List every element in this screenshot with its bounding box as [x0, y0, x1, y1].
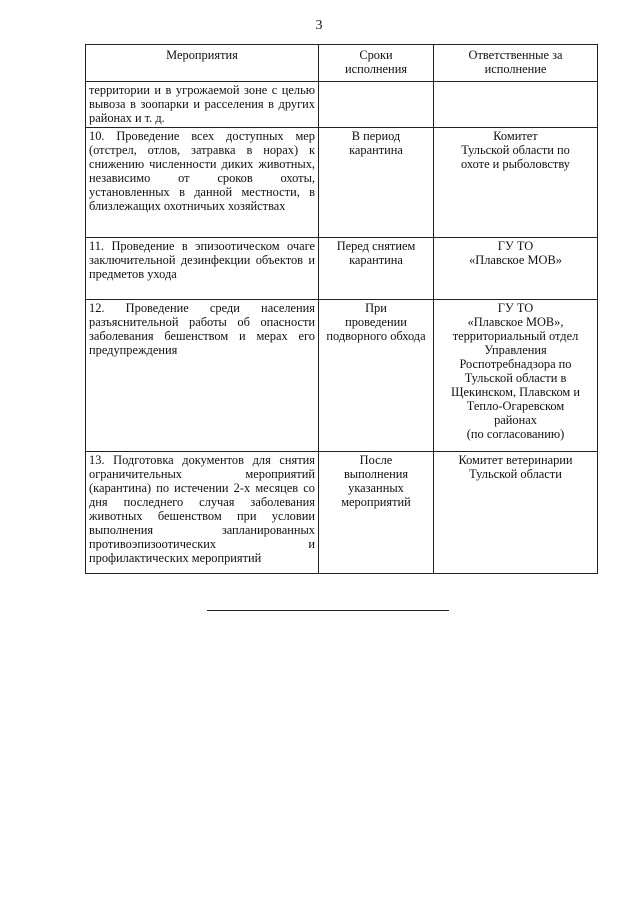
page-number: 3 — [315, 18, 323, 33]
deadline-cell — [319, 82, 434, 128]
table-row — [86, 238, 598, 300]
measure-cell: 12. Проведение среди населения разъяснительной работы об опасности заболевания бешенством и мерах его предупреждения — [86, 300, 319, 452]
table-row — [86, 82, 598, 128]
end-divider-line — [207, 610, 449, 611]
deadline-cell: В период карантина — [319, 128, 434, 238]
table-row — [86, 300, 598, 452]
measures-table — [85, 44, 598, 574]
measure-cell: 13. Подготовка документов для снятия ограничительных мероприятий (карантина) по истечении 2-х месяцев со дня последнего случая заболевания животных бешенством при условии выполнения запланированных противоэпизоотических и профилактических мероприятий — [86, 452, 319, 574]
table-row — [86, 128, 598, 238]
deadline-cell: Перед снятием карантина — [319, 238, 434, 300]
responsible-cell: Комитет Тульской области по охоте и рыболовству — [434, 128, 598, 238]
responsible-cell: ГУ ТО «Плавское МОВ», территориальный отдел Управления Роспотребнадзора по Тульской области в Щекинском, Плавском и Тепло-Огаревском районах (по согласованию) — [434, 300, 598, 452]
measure-cell: 10. Проведение всех доступных мер (отстрел, отлов, затравка в норах) к снижению численности диких животных, независимо от сроков охоты, установленных в данной местности, в близлежащих охотничьих хозяйствах — [86, 128, 319, 238]
header-responsible: Ответственные за исполнение — [434, 45, 598, 82]
table-row — [86, 452, 598, 574]
responsible-cell: ГУ ТО «Плавское МОВ» — [434, 238, 598, 300]
measure-cell: 11. Проведение в эпизоотическом очаге заключительной дезинфекции объектов и предметов ухода — [86, 238, 319, 300]
deadline-cell: При проведении подворного обхода — [319, 300, 434, 452]
table-header-row — [86, 45, 598, 82]
responsible-cell: Комитет ветеринарии Тульской области — [434, 452, 598, 574]
deadline-cell: После выполнения указанных мероприятий — [319, 452, 434, 574]
header-measures: Мероприятия — [86, 45, 319, 82]
responsible-cell — [434, 82, 598, 128]
measure-cell: территории и в угрожаемой зоне с целью вывоза в зоопарки и расселения в других районах и т. д. — [86, 82, 319, 128]
header-deadline: Сроки исполнения — [319, 45, 434, 82]
